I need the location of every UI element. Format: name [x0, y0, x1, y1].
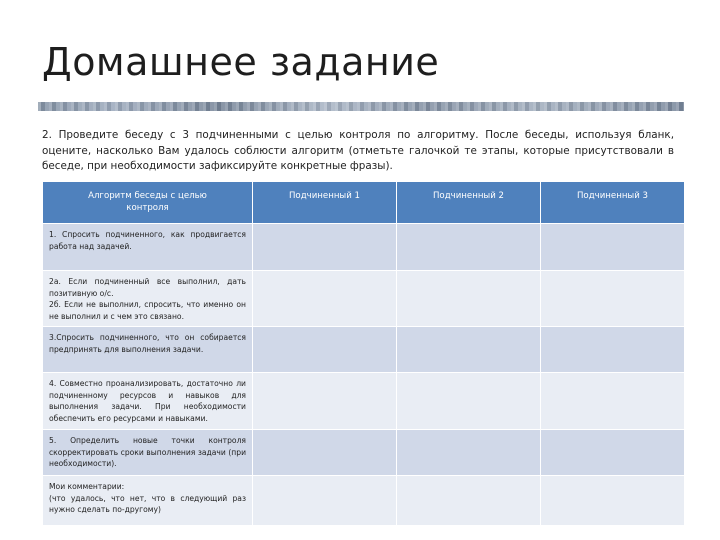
- step-2-label: 2а. Если подчиненный все выполнил, дать позитивную о/с. 2б. Если не выполнил, спросить, что именно он не выполнил и с чем это связано.: [43, 271, 253, 327]
- step-5-label: 5. Определить новые точки контроля скорректировать сроки выполнения задачи (при необходимости).: [43, 430, 253, 476]
- cell-step1-sub3[interactable]: [541, 224, 685, 271]
- assignment-text: 2. Проведите беседу с 3 подчиненными с целью контроля по алгоритму. После беседы, используя бланк, оцените, насколько Вам удалось соблюсти алгоритм (отметьте галочкой те этапы, которые присутствовали в беседе, при необходимости зафиксируйте конкретные фразы).: [42, 129, 674, 172]
- header-algorithm: Алгоритм беседы с целью контроля: [43, 182, 253, 224]
- table-row: [43, 224, 685, 271]
- header-subordinate-2: Подчиненный 2: [397, 182, 541, 224]
- table-header-row: [43, 182, 685, 224]
- cell-comments-sub3[interactable]: [541, 476, 685, 526]
- cell-step4-sub3[interactable]: [541, 373, 685, 430]
- cell-step5-sub2[interactable]: [397, 430, 541, 476]
- cell-step5-sub1[interactable]: [253, 430, 397, 476]
- slide-title: Домашнее задание: [42, 40, 440, 84]
- table-row: [43, 271, 685, 327]
- table-row: [43, 373, 685, 430]
- table-row: [43, 476, 685, 526]
- cell-step3-sub2[interactable]: [397, 327, 541, 373]
- cell-comments-sub1[interactable]: [253, 476, 397, 526]
- step-1-label: 1. Спросить подчиненного, как продвигается работа над задачей.: [43, 224, 253, 271]
- cell-step1-sub1[interactable]: [253, 224, 397, 271]
- step-4-label: 4. Совместно проанализировать, достаточно ли подчиненному ресурсов и навыков для выполнения задачи. При необходимости обеспечить его ресурсами и навыками.: [43, 373, 253, 430]
- decorative-band: [38, 102, 684, 111]
- cell-step4-sub2[interactable]: [397, 373, 541, 430]
- cell-step2-sub3[interactable]: [541, 271, 685, 327]
- cell-comments-sub2[interactable]: [397, 476, 541, 526]
- cell-step5-sub3[interactable]: [541, 430, 685, 476]
- step-3-label: 3.Спросить подчиненного, что он собирается предпринять для выполнения задачи.: [43, 327, 253, 373]
- cell-step2-sub2[interactable]: [397, 271, 541, 327]
- evaluation-table: [42, 181, 685, 526]
- cell-step1-sub2[interactable]: [397, 224, 541, 271]
- header-subordinate-3: Подчиненный 3: [541, 182, 685, 224]
- header-subordinate-1: Подчиненный 1: [253, 182, 397, 224]
- table-row: [43, 327, 685, 373]
- cell-step3-sub1[interactable]: [253, 327, 397, 373]
- table-row: [43, 430, 685, 476]
- cell-step2-sub1[interactable]: [253, 271, 397, 327]
- cell-step4-sub1[interactable]: [253, 373, 397, 430]
- comments-label: Мои комментарии: (что удалось, что нет, что в следующий раз нужно сделать по-другому): [43, 476, 253, 526]
- cell-step3-sub3[interactable]: [541, 327, 685, 373]
